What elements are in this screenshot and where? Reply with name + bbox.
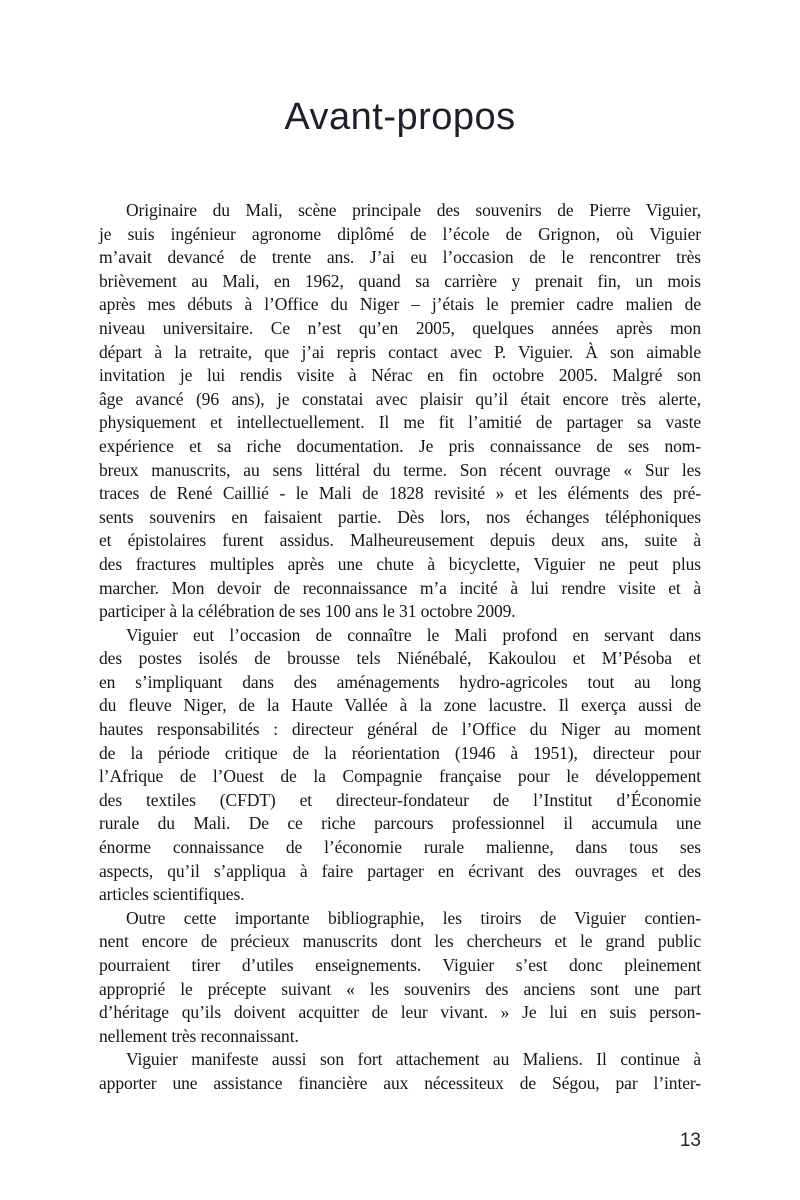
text-line: et épistolaires furent assidus. Malheureusement depuis deux ans, suite à (99, 530, 701, 551)
text-line: physiquement et intellectuellement. Il me fit l’amitié de partager sa vaste (99, 412, 701, 433)
text-line: Outre cette importante bibliographie, les tiroirs de Viguier contien- (126, 907, 701, 928)
text-line: invitation je lui rendis visite à Nérac en fin octobre 2005. Malgré son (99, 365, 701, 386)
text-line: sents souvenirs en faisaient partie. Dès lors, nos échanges téléphoniques (99, 506, 701, 527)
text-line: nellement très reconnaissant. (99, 1025, 299, 1046)
text-line: des postes isolés de brousse tels Niénébalé, Kakoulou et M’Pésoba et (99, 648, 701, 669)
text-line: apporter une assistance financière aux nécessiteux de Ségou, par l’inter- (99, 1072, 701, 1093)
text-line: approprié le précepte suivant « les souvenirs des anciens sont une part (99, 978, 701, 999)
text-line: du fleuve Niger, de la Haute Vallée à la zone lacustre. Il exerça aussi de (99, 695, 701, 716)
page-title: Avant-propos (284, 96, 516, 138)
text-line: aspects, qu’il s’appliqua à faire partager en écrivant des ouvrages et des (99, 860, 701, 881)
text-line: âge avancé (96 ans), je constatai avec plaisir qu’il était encore très alerte, (99, 388, 701, 409)
text-line: hautes responsabilités : directeur général de l’Office du Niger au moment (99, 719, 701, 740)
text-line: Originaire du Mali, scène principale des souvenirs de Pierre Viguier, (126, 200, 701, 220)
text-line: breux manuscrits, au sens littéral du terme. Son récent ouvrage « Sur les (99, 459, 701, 480)
text-line: articles scientifiques. (99, 884, 245, 905)
text-line: Viguier eut l’occasion de connaître le Mali profond en servant dans (126, 624, 701, 645)
text-line: Viguier manifeste aussi son fort attachement au Maliens. Il continue à (126, 1049, 701, 1070)
text-line: départ à la retraite, que j’ai repris contact avec P. Viguier. À son aimable (99, 341, 701, 362)
text-line: participer à la célébration de ses 100 ans le 31 octobre 2009. (99, 601, 516, 622)
text-line: énorme connaissance de l’économie rurale malienne, dans tous ses (99, 837, 701, 858)
paragraph (99, 907, 701, 1049)
text-line: marcher. Mon devoir de reconnaissance m’a incité à lui rendre visite et à (99, 577, 701, 598)
text-line: traces de René Caillié - le Mali de 1828 revisité » et les éléments des pré- (99, 483, 701, 504)
text-line: nent encore de précieux manuscrits dont les chercheurs et le grand public (99, 931, 701, 952)
text-line: de la période critique de la réorientation (1946 à 1951), directeur pour (99, 742, 701, 763)
paragraph (99, 1048, 701, 1095)
text-line: expérience et sa riche documentation. Je pris connaissance de ses nom- (99, 435, 701, 456)
text-line: pourraient tirer d’utiles enseignements. Viguier s’est donc pleinement (99, 955, 701, 975)
text-line: des textiles (CFDT) et directeur-fondateur de l’Institut d’Économie (99, 789, 701, 810)
page-number: 13 (679, 1130, 701, 1151)
text-line: je suis ingénieur agronome diplômé de l’école de Grignon, où Viguier (99, 223, 701, 244)
text-block (99, 199, 701, 1096)
text-line: d’héritage qu’ils doivent acquitter de leur vivant. » Je lui en suis person- (99, 1002, 701, 1023)
text-line: m’avait devancé de trente ans. J’ai eu l’occasion de le rencontrer très (99, 247, 701, 268)
text-line: rurale du Mali. De ce riche parcours professionnel il accumula une (99, 813, 701, 834)
text-line: brièvement au Mali, en 1962, quand sa carrière y prenait fin, un mois (99, 270, 701, 291)
paragraph (99, 624, 701, 907)
text-line: après mes débuts à l’Office du Niger – j’étais le premier cadre malien de (99, 294, 701, 315)
text-line: niveau universitaire. Ce n’est qu’en 2005, quelques années après mon (99, 317, 701, 338)
paragraph (99, 199, 701, 624)
text-line: des fractures multiples après une chute à bicyclette, Viguier ne peut plus (99, 553, 701, 574)
text-line: l’Afrique de l’Ouest de la Compagnie française pour le développement (99, 766, 701, 787)
text-line: en s’impliquant dans des aménagements hydro-agricoles tout au long (99, 671, 701, 692)
